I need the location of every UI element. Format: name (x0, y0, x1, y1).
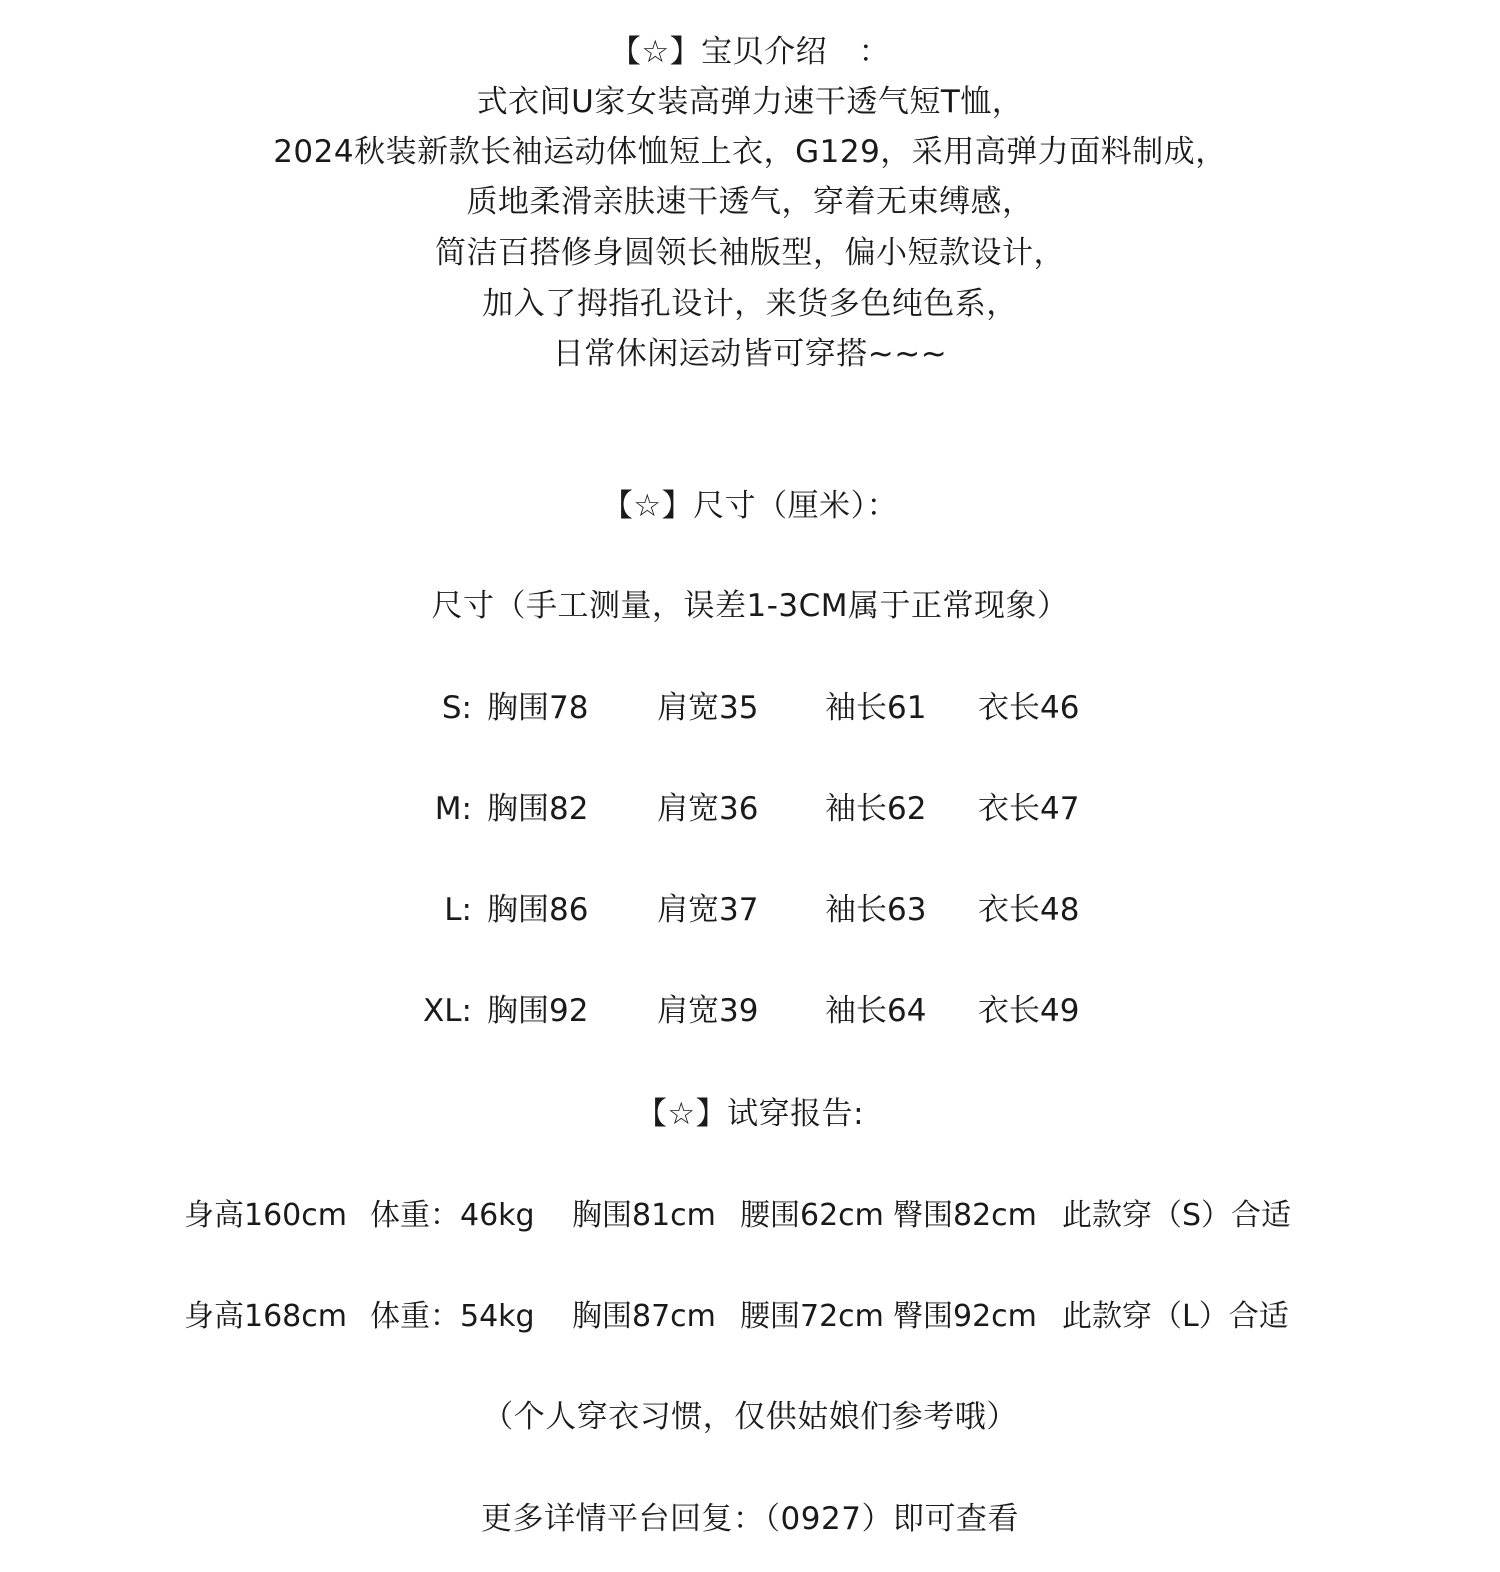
size-note: 尺寸（手工测量，误差1-3CM属于正常现象） (431, 588, 1069, 624)
size-label: XL: (423, 993, 472, 1029)
fit-size: 此款穿（L）合适 (1062, 1299, 1289, 1334)
size-sleeve: 袖长61 (825, 690, 927, 726)
intro-line: 2024秋装新款长袖运动体恤短上衣，G129，采用高弹力面料制成， (273, 134, 1227, 170)
size-length: 衣长47 (978, 791, 1080, 827)
intro-line: 日常休闲运动皆可穿搭~~~ (552, 336, 948, 372)
size-row (0, 991, 1500, 1031)
intro-line: 加入了拇指孔设计，来货多色纯色系， (482, 286, 1018, 322)
size-shoulder: 肩宽35 (657, 690, 759, 726)
size-sleeve: 袖长62 (825, 791, 927, 827)
size-row (0, 890, 1500, 930)
fit-waist: 腰围62cm (740, 1198, 884, 1233)
intro-line: 式衣间U家女装高弹力速干透气短T恤， (476, 84, 1024, 120)
size-label: L: (444, 892, 472, 928)
fit-chest: 胸围81cm (572, 1198, 716, 1233)
intro-line: 简洁百搭修身圆领长袖版型，偏小短款设计， (435, 235, 1065, 271)
fit-height: 身高168cm (184, 1299, 347, 1334)
fit-chest: 胸围87cm (572, 1299, 716, 1334)
footer-text: 更多详情平台回复：（0927）即可查看 (481, 1501, 1019, 1537)
size-chest: 胸围82 (487, 791, 589, 827)
size-shoulder: 肩宽37 (657, 892, 759, 928)
fit-size: 此款穿（S）合适 (1062, 1198, 1292, 1233)
size-shoulder: 肩宽39 (657, 993, 759, 1029)
size-label: M: (434, 791, 472, 827)
size-shoulder: 肩宽36 (657, 791, 759, 827)
fit-row (0, 1297, 1500, 1337)
size-length: 衣长49 (978, 993, 1080, 1029)
intro-heading: 【☆】宝贝介绍 ： (609, 34, 891, 70)
fit-weight: 体重：46kg (370, 1198, 535, 1233)
size-chest: 胸围92 (487, 993, 589, 1029)
intro-line: 质地柔滑亲肤速干透气，穿着无束缚感， (466, 184, 1034, 220)
size-chest: 胸围86 (487, 892, 589, 928)
size-row (0, 688, 1500, 728)
size-length: 衣长48 (978, 892, 1080, 928)
size-length: 衣长46 (978, 690, 1080, 726)
size-heading: 【☆】尺寸（厘米）： (601, 488, 899, 524)
size-sleeve: 袖长63 (825, 892, 927, 928)
fit-height: 身高160cm (184, 1198, 347, 1233)
fit-hip: 臀围82cm (893, 1198, 1037, 1233)
fit-row (0, 1196, 1500, 1236)
fit-report-heading: 【☆】试穿报告: (635, 1096, 865, 1132)
fit-hip: 臀围92cm (893, 1299, 1037, 1334)
size-label: S: (441, 690, 472, 726)
size-chest: 胸围78 (487, 690, 589, 726)
fit-weight: 体重：54kg (370, 1299, 535, 1334)
fit-waist: 腰围72cm (740, 1299, 884, 1334)
size-sleeve: 袖长64 (825, 993, 927, 1029)
fit-disclaimer: （个人穿衣习惯，仅供姑娘们参考哦） (482, 1399, 1018, 1435)
size-row (0, 789, 1500, 829)
